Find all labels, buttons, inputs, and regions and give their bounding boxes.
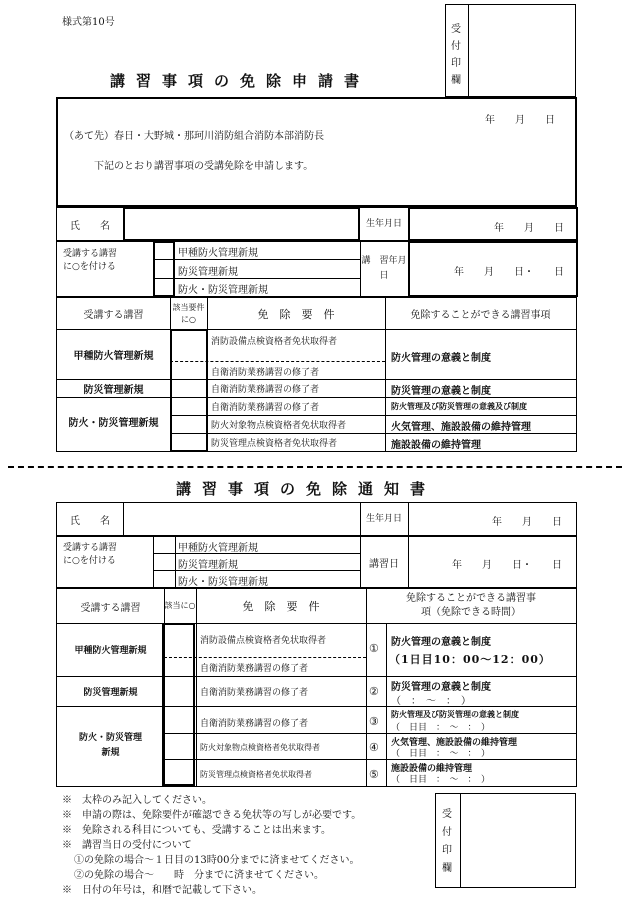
header-exempt: 免除することができる講習事項 xyxy=(410,310,551,321)
exempt-item: 防災管理の意義と制度 xyxy=(391,682,491,693)
course-name: 防災管理新規 xyxy=(83,687,138,698)
course-option: 甲種防火管理新規 xyxy=(178,543,258,554)
header-course: 受講する講習 xyxy=(83,310,144,321)
exempt-number: ② xyxy=(369,685,379,698)
application-date: 年 月 日 xyxy=(485,115,555,126)
note: ※ 講習当日の受付について xyxy=(62,840,192,851)
exempt-item: 火気管理、施設設備の維持管理 xyxy=(391,738,518,748)
reception-stamp-label: 受付印欄 xyxy=(442,809,452,874)
requirement: 防災管理点検資格者免状取得者 xyxy=(211,439,338,449)
birth-label: 生年月日 xyxy=(365,513,402,524)
birth-value: 年 月 日 xyxy=(494,223,564,234)
note: ②の免除の場合〜 時 分までに済ませてください。 xyxy=(74,870,324,881)
form-number: 様式第10号 xyxy=(62,17,115,28)
note: ※ 日付の年号は，和暦で記載して下さい。 xyxy=(62,885,262,896)
requirement: 自衛消防業務講習の修了者 xyxy=(200,688,309,698)
requirement: 自衛消防業務講習の修了者 xyxy=(211,368,320,378)
exempt-item: 施設設備の維持管理 xyxy=(391,764,473,774)
course-select-label: 受講する講習に○を付ける xyxy=(63,249,118,272)
header-check: 該当に○ xyxy=(164,601,196,610)
exempt-time: （ 日目 ： 〜 ： ） xyxy=(391,775,491,785)
course-option: 甲種防火管理新規 xyxy=(178,248,258,259)
requirement: 防火対象物点検資格者免状取得者 xyxy=(200,743,320,752)
header-check: 該当要件に○ xyxy=(172,302,205,324)
course-date-input[interactable] xyxy=(408,241,578,297)
note: ※ 免除される科目についても、受講することは出来ます。 xyxy=(62,825,331,836)
exempt-item: 防火管理の意義と制度 xyxy=(391,637,491,648)
requirement: 自衛消防業務講習の修了者 xyxy=(200,664,309,674)
course-check-column[interactable] xyxy=(153,241,175,297)
notice-course-row xyxy=(56,536,577,588)
exempt-item: 防災管理の意義と制度 xyxy=(391,386,491,397)
requirement: 自衛消防業務講習の修了者 xyxy=(211,403,320,413)
header-exempt: 免除することができる講習事項（免除できる時間） xyxy=(406,593,536,618)
requirement: 消防設備点検資格者免状取得者 xyxy=(211,337,338,347)
cut-line xyxy=(8,466,622,468)
exempt-number: ① xyxy=(369,642,379,655)
course-option: 防火・防災管理新規 xyxy=(178,577,268,588)
requirement: 防災管理点検資格者免状取得者 xyxy=(200,770,312,779)
reception-stamp-box-bottom xyxy=(435,793,576,888)
course-select-label: 受講する講習に○を付ける xyxy=(63,543,118,566)
notice-check-column[interactable] xyxy=(162,623,195,786)
course-option: 防災管理新規 xyxy=(178,267,238,278)
application-header-box xyxy=(56,97,577,207)
addressee: （あて先）春日・大野城・那珂川消防組合消防本部消防長 xyxy=(64,131,324,142)
course-option: 防災管理新規 xyxy=(178,560,238,571)
notice-name-row xyxy=(56,502,577,536)
exempt-time: （ ： 〜 ： ） xyxy=(391,696,471,707)
application-title: 講習事項の免除申請書 xyxy=(110,72,371,90)
exempt-number: ④ xyxy=(369,741,379,754)
header-requirement: 免 除 要 件 xyxy=(242,600,320,613)
course-name: 防災管理新規 xyxy=(83,384,144,396)
exempt-item: 防火管理の意義と制度 xyxy=(391,353,491,364)
name-label: 氏 名 xyxy=(70,220,110,232)
requirement: 消防設備点検資格者免状取得者 xyxy=(200,636,327,646)
course-date-value: 年 月 日・ 日 xyxy=(454,267,564,278)
course-option: 防火・防災管理新規 xyxy=(178,285,268,296)
application-course-row xyxy=(56,241,577,297)
reception-stamp-box-top xyxy=(445,4,576,97)
course-date-label: 講 習年月日 xyxy=(361,256,407,281)
course-name: 甲種防火管理新規 xyxy=(73,350,154,362)
notes xyxy=(62,793,361,898)
exempt-time: （ 日目 ： 〜 ： ） xyxy=(391,749,491,759)
course-date-label: 講習日 xyxy=(369,558,399,570)
header-course: 受講する講習 xyxy=(80,602,141,614)
requirement: 自衛消防業務講習の修了者 xyxy=(211,385,320,395)
exempt-item: 防火管理及び防災管理の意義及び制度 xyxy=(391,401,527,411)
course-name: 防火・防災管理新規 xyxy=(78,733,142,758)
notice-requirement-table xyxy=(56,588,577,787)
exempt-item: 防火管理及び防災管理の意義と制度 xyxy=(391,709,519,719)
requirement: 自衛消防業務講習の修了者 xyxy=(200,719,309,729)
reception-stamp-label: 受付印欄 xyxy=(451,24,461,86)
note: ①の免除の場合〜１日目の13時00分までに済ませてください。 xyxy=(74,855,360,866)
name-label: 氏 名 xyxy=(70,515,110,527)
birth-input[interactable] xyxy=(408,207,578,241)
application-name-row xyxy=(56,207,577,241)
notice-title: 講習事項の免除通知書 xyxy=(176,480,437,498)
name-input[interactable] xyxy=(123,207,360,241)
application-requirement-table xyxy=(56,297,577,452)
exempt-item: 火気管理、施設設備の維持管理 xyxy=(391,422,531,433)
exempt-item: 施設設備の維持管理 xyxy=(391,440,481,451)
course-name: 甲種防火管理新規 xyxy=(74,646,147,656)
course-name: 防火・防災管理新規 xyxy=(68,418,159,429)
note: ※ 太枠のみ記入してください。 xyxy=(62,795,212,806)
application-intro: 下記のとおり講習事項の受講免除を申請します。 xyxy=(94,161,314,172)
requirement: 防火対象物点検資格者免状取得者 xyxy=(211,421,347,431)
note: ※ 申請の際は、免除要件が確認できる免状等の写しが必要です。 xyxy=(62,810,362,821)
birth-value: 年 月 日 xyxy=(492,517,562,528)
exempt-time: （1日目10：00〜12：00） xyxy=(389,653,551,666)
exempt-number: ③ xyxy=(369,715,379,728)
exempt-number: ⑤ xyxy=(369,768,379,781)
course-date-value: 年 月 日・ 日 xyxy=(452,560,562,571)
header-requirement: 免 除 要 件 xyxy=(257,307,335,321)
exempt-time: （ 日目 ： 〜 ： ） xyxy=(391,723,491,733)
birth-label: 生年月日 xyxy=(365,218,402,229)
